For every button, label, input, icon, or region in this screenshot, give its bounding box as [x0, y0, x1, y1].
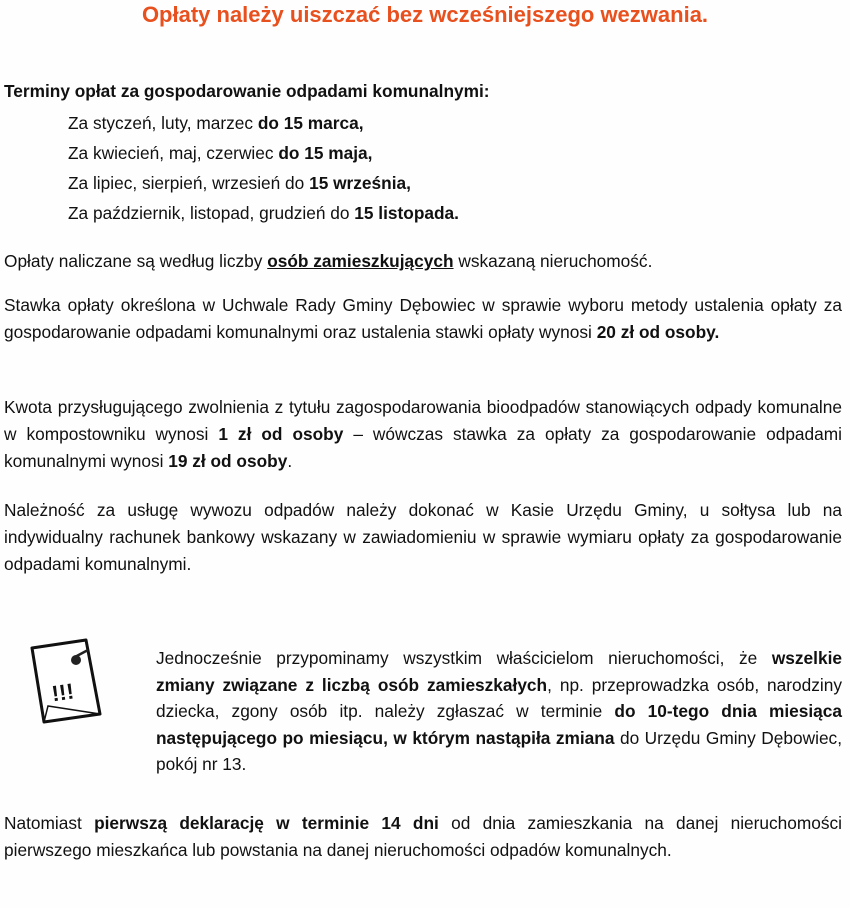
schedule-item: Za październik, listopad, grudzień do 15 listopada.: [68, 203, 459, 223]
rate-paragraph: Stawka opłaty określona w Uchwale Rady Gminy Dębowiec w sprawie wyboru metody ustalenia opłaty za gospodarowanie odpadami komunalnymi oraz ustalenia stawki opłaty wynosi 20 zł od osoby.: [4, 295, 842, 342]
schedule-item: Za lipiec, sierpień, wrzesień do 15 września,: [68, 173, 411, 193]
schedule-heading: Terminy opłat za gospodarowanie odpadami komunalnymi:: [4, 81, 490, 101]
payment-method-paragraph: Należność za usługę wywozu odpadów należy dokonać w Kasie Urzędu Gminy, u sołtysa lub na indywidualny rachunek bankowy wskazany w zawiadomieniu w sprawie wymiaru opłaty za gospodarowanie odpadami komunalnymi.: [4, 500, 842, 574]
schedule-item: Za styczeń, luty, marzec do 15 marca,: [68, 113, 364, 133]
sticky-note-icon: [26, 636, 104, 724]
reminder-note-paragraph: Jednocześnie przypominamy wszystkim właścicielom nieruchomości, że wszelkie zmiany związane z liczbą osób zamieszkałych, np. przeprowadzka osób, narodziny dziecka, zgony osób itp. należy zgłaszać w terminie do 10-tego dnia miesiąca następującego po miesiącu, w którym nastąpiła zmiana do Urzędu Gminy Dębowiec, pokój nr 13.: [156, 648, 842, 774]
exemption-paragraph: Kwota przysługującego zwolnienia z tytułu zagospodarowania bioodpadów stanowiących odpady komunalne w kompostowniku wynosi 1 zł od osoby – wówczas stawka za opłaty za gospodarowanie odpadami komunalnymi wynosi 19 zł od osoby.: [4, 397, 842, 471]
page-title: Opłaty należy uiszczać bez wcześniejszego wezwania.: [141, 2, 709, 27]
note-exclamation-text: !!!: [50, 678, 76, 707]
payment-schedule-list: [68, 108, 459, 228]
schedule-item: Za kwiecień, maj, czerwiec do 15 maja,: [68, 143, 373, 163]
fee-basis-paragraph: Opłaty naliczane są według liczby osób zamieszkujących wskazaną nieruchomość.: [4, 251, 653, 271]
first-declaration-paragraph: Natomiast pierwszą deklarację w terminie 14 dni od dnia zamieszkania na danej nieruchomości pierwszego mieszkańca lub powstania na danej nieruchomości odpadów komunalnych.: [4, 813, 843, 860]
